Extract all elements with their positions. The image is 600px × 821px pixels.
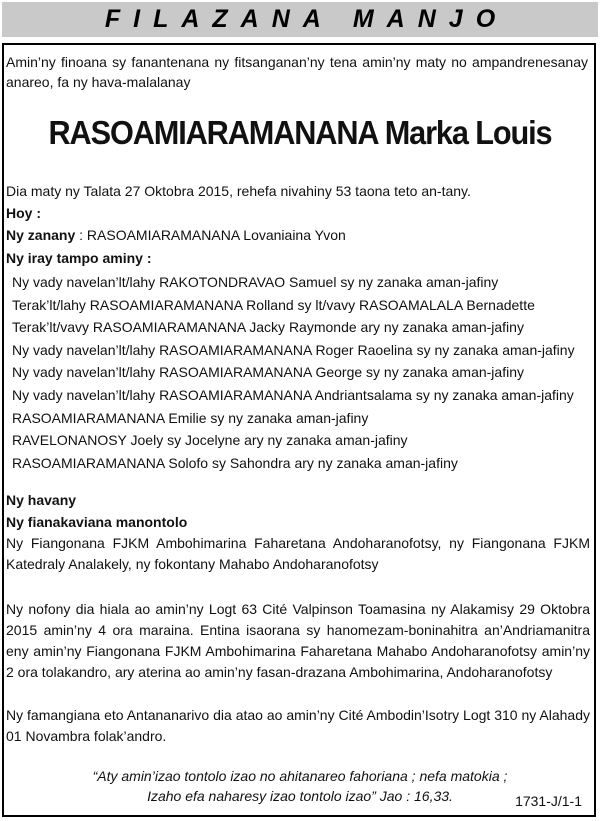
- reference-code: 1731-J/1-1: [515, 793, 582, 809]
- relative-item: Terak’lt/vavy RASOAMIARAMANANA Jacky Raymonde ary ny zanaka aman-jafiny: [12, 319, 524, 336]
- hoy-label: Hoy :: [6, 205, 41, 221]
- spouse-value: : RASOAMIARAMANANA Lovaniaina Yvon: [75, 227, 346, 243]
- relative-item: RAVELONANOSY Joely sy Jocelyne ary ny zanaka aman-jafiny: [12, 432, 408, 449]
- churches-text: Ny Fiangonana FJKM Ambohimarina Faharetana Andoharanofotsy, ny Fiangonana FJKM Katedraly Analakely, ny fokontany Mahabo Andoharanofotsy: [6, 535, 590, 572]
- notice-title: FILAZANA MANJO: [104, 5, 509, 33]
- havany-label: Ny havany: [6, 492, 77, 508]
- deceased-name: RASOAMIARAMANANA Marka Louis: [48, 114, 552, 151]
- relative-item: Ny vady navelan’lt/lahy RASOAMIARAMANANA Andriantsalama sy ny zanaka aman-jafiny: [12, 386, 574, 403]
- quote-line-2: Izaho efa naharesy izao tontolo izao” Jao : 16,33.: [147, 788, 453, 804]
- funeral-details: Ny nofony dia hiala ao amin’ny Logt 63 Cité Valpinson Toamasina ny Alakamisy 29 Oktobra 2015 amin’ny 4 ora maraina. Entina isaorana sy hanomezam-boninahitra an’Andriamanitra eny amin’ny Fiangonana FJKM Ambohimarina Faharetana Mahabo Andoharanofotsy amin’ny 2 ora tolakandro, ary aterina ao amin’ny fasan-drazana Ambohimarina, Andoharanofotsy: [6, 601, 590, 680]
- relative-item: RASOAMIARAMANANA Solofo sy Sahondra ary ny zanaka aman-jafiny: [12, 454, 458, 471]
- spouse-line: [6, 225, 590, 246]
- death-notice: Dia maty ny Talata 27 Oktobra 2015, rehefa nivahiny 53 taona teto an-tany.: [6, 183, 471, 199]
- relative-item: RASOAMIARAMANANA Emilie sy ny zanaka aman-jafiny: [12, 409, 369, 426]
- relative-item: Terak’lt/lahy RASOAMIARAMANANA Rolland sy lt/vavy RASOAMALALA Bernadette: [12, 296, 535, 313]
- intro-text: Amin’ny finoana sy fanantenana ny fitsanganan’ny tena amin’ny maty no ampandrenesanay anareo, fa ny hava-malalanay: [6, 54, 588, 90]
- bible-quote: [0, 766, 600, 806]
- relative-item: Ny vady navelan’lt/lahy RASOAMIARAMANANA Roger Raoelina sy ny zanaka aman-jafiny: [12, 341, 575, 358]
- relatives-list: [6, 271, 596, 474]
- relative-item: Ny vady navelan’lt/lahy RASOAMIARAMANANA George sy ny zanaka aman-jafiny: [12, 364, 524, 381]
- others-label: Ny iray tampo aminy :: [6, 250, 152, 266]
- header-bar: [2, 2, 598, 37]
- fianakaviana-label: Ny fianakaviana manontolo: [6, 514, 188, 530]
- relative-item: Ny vady navelan’lt/lahy RAKOTONDRAVAO Samuel sy ny zanaka aman-jafiny: [12, 274, 499, 290]
- spouse-label: Ny zanany: [6, 227, 76, 243]
- quote-line-1: “Aty amin’izao tontolo izao no ahitanareo fahoriana ; nefa matokia ;: [92, 768, 508, 784]
- visit-details: Ny famangiana eto Antananarivo dia atao ao amin’ny Cité Ambodin’Isotry Logt 310 ny Alahady 01 Novambra folak’andro.: [6, 707, 590, 744]
